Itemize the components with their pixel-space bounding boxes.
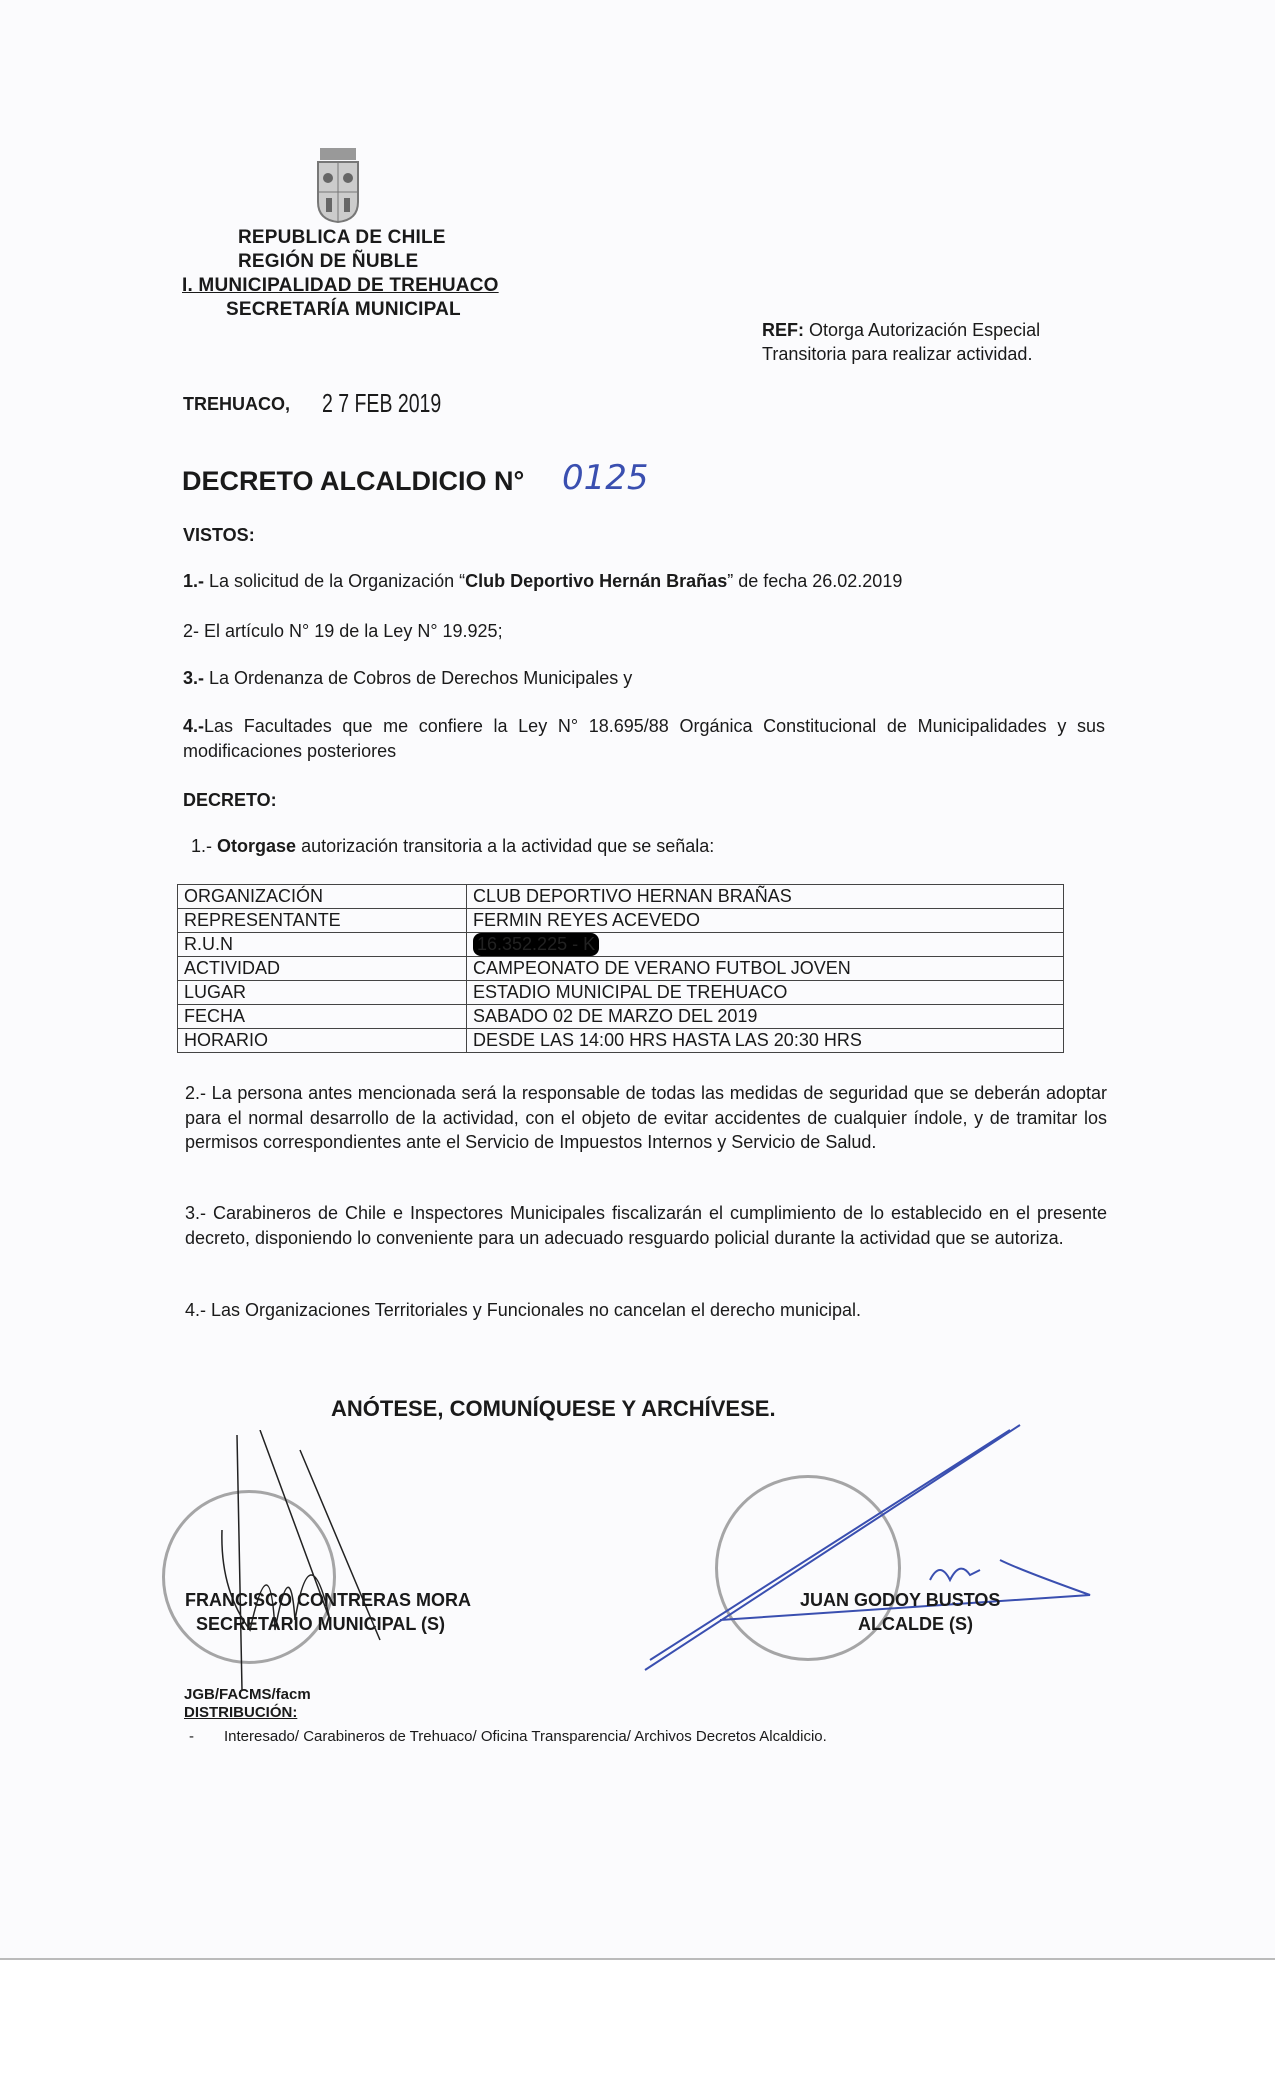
mayor-role: ALCALDE (S) (858, 1614, 973, 1634)
row-label: ORGANIZACIÓN (178, 885, 467, 909)
item-number: 3.- (183, 668, 205, 688)
coat-of-arms-icon (312, 146, 364, 224)
decreto-item-4: 4.- Las Organizaciones Territoriales y Funcionales no cancelan el derecho municipal. (185, 1300, 862, 1320)
row-value: CAMPEONATO DE VERANO FUTBOL JOVEN (467, 957, 1064, 981)
organization-name: Club Deportivo Hernán Brañas (465, 571, 728, 591)
row-label: FECHA (178, 1005, 467, 1029)
date-stamp: 2 7 FEB 2019 (322, 388, 442, 418)
decree-number-handwritten: 0125 (562, 458, 649, 498)
item-text: ” de fecha 26.02.2019 (727, 571, 903, 591)
ref-text-1: Otorga Autorización Especial (809, 320, 1041, 340)
mayor-name: JUAN GODOY BUSTOS (800, 1590, 1001, 1610)
header-municipality: I. MUNICIPALIDAD DE TREHUACO (182, 275, 499, 296)
item-text: Las Facultades que me confiere la Ley N° 18.695/88 Orgánica Constitucional de Municipalidades y sus modificaciones posteriores (183, 716, 1105, 761)
item-text: autorización transitoria a la actividad que se señala: (296, 836, 715, 856)
table-row (178, 933, 1064, 957)
header-republic: REPUBLICA DE CHILE (238, 227, 446, 248)
row-value: DESDE LAS 14:00 HRS HASTA LAS 20:30 HRS (467, 1029, 1064, 1053)
item-text: La Ordenanza de Cobros de Derechos Municipales y (204, 668, 633, 688)
row-label: R.U.N (178, 933, 467, 957)
activity-table (177, 884, 1064, 1053)
row-label: LUGAR (178, 981, 467, 1005)
mayor-signature-icon (640, 1420, 1120, 1680)
table-row (178, 909, 1064, 933)
decreto-item-3: 3.- Carabineros de Chile e Inspectores Municipales fiscalizarán el cumplimiento de lo establecido en el presente decreto, disponiendo lo conveniente para un adecuado resguardo policial durante la actividad que se autoriza. (185, 1203, 1107, 1248)
item-bold: Otorgase (217, 836, 297, 856)
vistos-item-2: 2- El artículo N° 19 de la Ley N° 19.925; (183, 621, 503, 641)
vistos-heading: VISTOS: (183, 525, 255, 545)
decreto-item-2: 2.- La persona antes mencionada será la responsable de todas las medidas de seguridad que se deberán adoptar para el normal desarrollo de la actividad, con el objeto de evitar accidentes de cualquier índole, y de tramitar los permisos correspondientes ante el Servicio de Impuestos Internos y Servicio de Salud. (185, 1083, 1107, 1152)
secretary-name: FRANCISCO CONTRERAS MORA (185, 1590, 471, 1610)
initials: JGB/FACMS/facm (184, 1686, 311, 1703)
row-value: SABADO 02 DE MARZO DEL 2019 (467, 1005, 1064, 1029)
distribution-bullet: - (189, 1728, 194, 1745)
decreto-heading: DECRETO: (183, 790, 277, 810)
table-row (178, 885, 1064, 909)
secretary-role: SECRETARIO MUNICIPAL (S) (196, 1614, 446, 1634)
header-region: REGIÓN DE ÑUBLE (238, 251, 419, 272)
secretary-signature-icon (180, 1430, 440, 1690)
closing-formula: ANÓTESE, COMUNÍQUESE Y ARCHÍVESE. (331, 1396, 776, 1421)
vistos-item-1 (183, 571, 902, 592)
row-value: ESTADIO MUNICIPAL DE TREHUACO (467, 981, 1064, 1005)
header-secretariat: SECRETARÍA MUNICIPAL (226, 299, 461, 320)
table-row (178, 957, 1064, 981)
decree-title: DECRETO ALCALDICIO N° (182, 466, 525, 496)
ref-label: REF: (762, 320, 804, 340)
distribution-list: Interesado/ Carabineros de Trehuaco/ Oficina Transparencia/ Archivos Decretos Alcaldicio. (224, 1728, 827, 1745)
distribution-label: DISTRIBUCIÓN: (184, 1704, 298, 1721)
row-label: ACTIVIDAD (178, 957, 467, 981)
ref-text-2: Transitoria para realizar actividad. (762, 344, 1033, 364)
item-text: La solicitud de la Organización “ (204, 571, 466, 591)
item-number: 1.- (183, 571, 205, 591)
table-row (178, 1005, 1064, 1029)
row-value: FERMIN REYES ACEVEDO (467, 909, 1064, 933)
table-row (178, 1029, 1064, 1053)
row-value (467, 933, 1064, 957)
item-number: 4.- (183, 716, 205, 736)
vistos-item-4 (183, 714, 1105, 763)
row-label: REPRESENTANTE (178, 909, 467, 933)
redacted-run: 16.352.225 - K (473, 933, 599, 956)
ref-line-1 (762, 320, 1040, 341)
row-label: HORARIO (178, 1029, 467, 1053)
decreto-item-1 (191, 836, 714, 857)
item-number: 1.- (191, 836, 213, 856)
place: TREHUACO, (183, 394, 290, 414)
table-row (178, 981, 1064, 1005)
row-value: CLUB DEPORTIVO HERNAN BRAÑAS (467, 885, 1064, 909)
vistos-item-3 (183, 668, 632, 689)
